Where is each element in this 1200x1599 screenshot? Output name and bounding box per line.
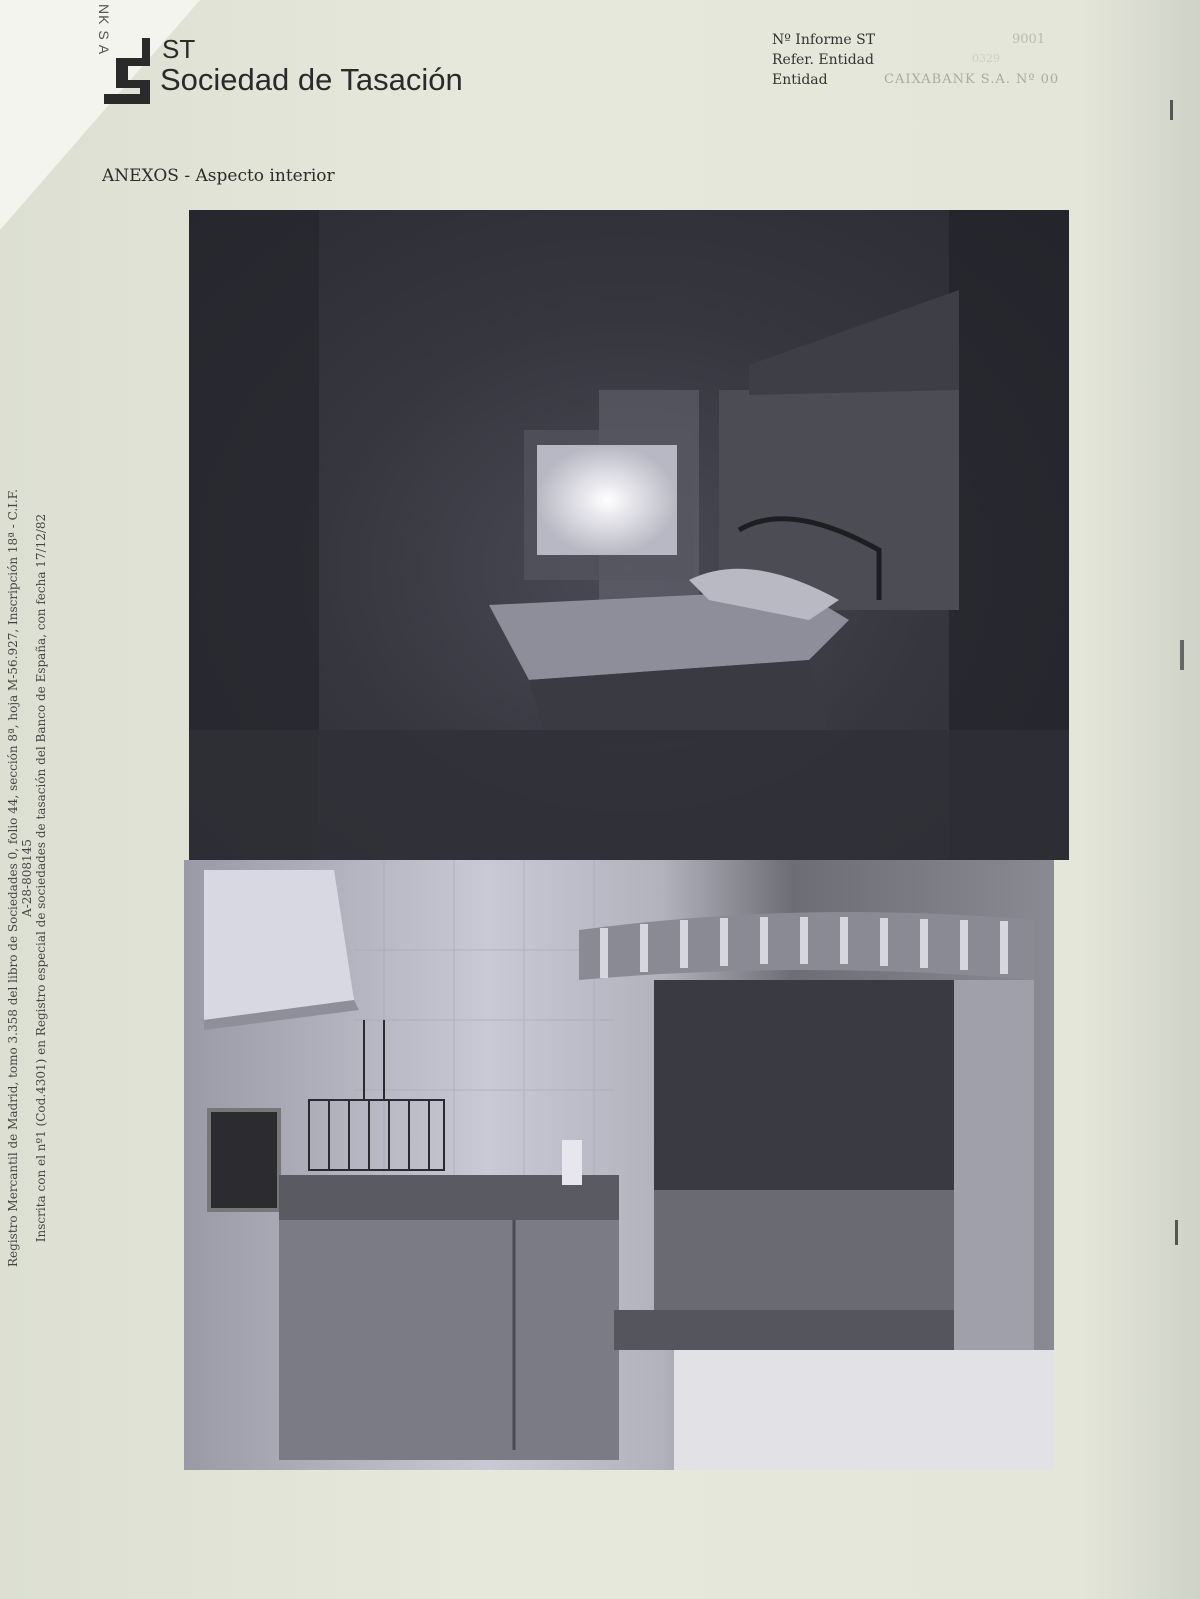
report-number-value: 9001 — [1012, 32, 1046, 47]
bedroom-scene — [189, 210, 1069, 860]
st-logo-icon — [102, 36, 152, 106]
logo-mark: ST — [162, 34, 196, 64]
company-name: Sociedad de Tasación — [160, 62, 463, 97]
scan-edge-marks — [1140, 0, 1200, 1599]
report-number-row — [772, 32, 1046, 52]
registry-line-2: Inscrita con el nº1 (Cod.4301) en Registro especial de sociedades de tasación del Banco de España, con fecha 17/12/82 — [34, 513, 48, 1243]
bedroom-photo — [189, 210, 1069, 860]
section-title: ANEXOS - Aspecto interior — [102, 166, 335, 186]
entity-value: CAIXABANK S.A. Nº 00 — [884, 72, 1060, 87]
entity-row — [772, 72, 1060, 92]
curl-text: NK S A — [96, 4, 112, 56]
report-reference-table — [772, 32, 1060, 92]
entity-reference-value: 0329 — [972, 52, 1000, 65]
report-number-label: Nº Informe ST — [772, 32, 876, 48]
registry-line-1: Registro Mercantil de Madrid, tomo 3.358 del libro de Sociedades 0, folio 44, sección 8ª, hoja M-56.927, Inscripción 18ª - C.I.F. A-28-808145 — [6, 489, 34, 1267]
barbecue-scene — [184, 860, 1054, 1470]
entity-reference-label: Refer. Entidad — [772, 52, 874, 68]
entity-label: Entidad — [772, 72, 828, 88]
barbecue-kitchen-photo — [184, 860, 1054, 1470]
registry-side-note — [6, 488, 48, 1268]
entity-reference-row — [772, 52, 1000, 72]
